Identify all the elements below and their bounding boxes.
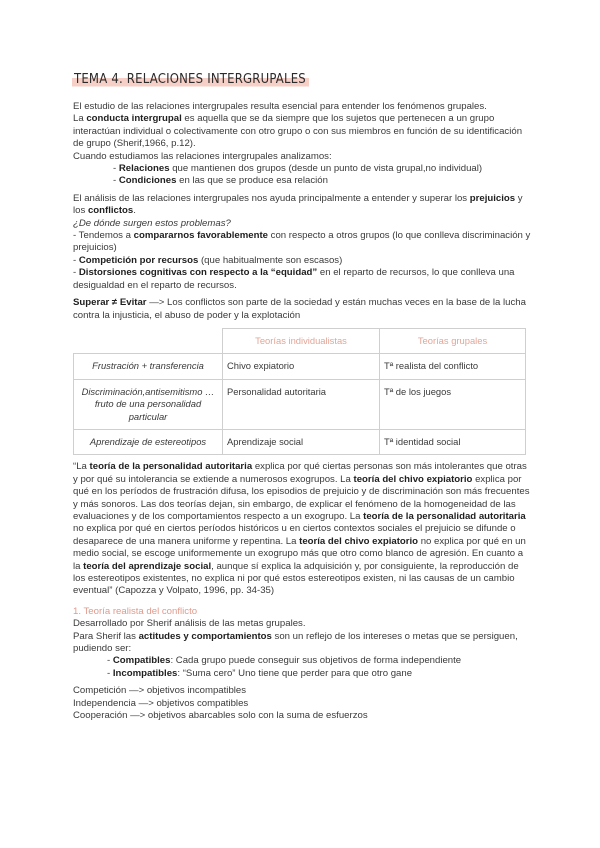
bold-term: teoría de la personalidad autoritaria <box>89 461 253 473</box>
text-span: - <box>73 254 79 266</box>
bold-term: Condiciones <box>118 175 177 187</box>
text-span: : “Suma cero” Uno tiene que perder para que otro gane <box>177 667 413 679</box>
intro-line <box>73 101 533 113</box>
text-span: es aquella que se da siempre que los sujetos que pertenecen a un grupo interactúan individual o colectivamente con otro grupo o con sus miembros en función de su identificación de grupo (Sherif,1966, p.12). <box>73 113 523 150</box>
bold-term: Competición por recursos <box>78 254 199 266</box>
text-span: El análisis de las relaciones intergrupales nos ayuda principalmente a entender y superar los <box>73 192 470 204</box>
bold-term: teoría del chivo expiatorio <box>299 535 419 547</box>
table-cell: Tª identidad social <box>380 429 526 454</box>
bold-term: compararnos favorablemente <box>133 230 268 242</box>
text-span: : Cada grupo puede conseguir sus objetivos de forma independiente <box>170 655 462 667</box>
text-span: La <box>73 113 87 125</box>
bold-term: teoría del chivo expiatorio <box>353 473 473 485</box>
table-cell: Discriminación,antisemitismo … fruto de una personalidad particular <box>74 379 223 429</box>
text-span: en el reparto de recursos, lo que conlleva una desigualdad en el reparto de recursos. <box>73 267 515 291</box>
bold-term: conflictos <box>87 205 134 217</box>
quote-paragraph <box>73 461 533 597</box>
spacer <box>73 598 533 602</box>
text-span: - <box>73 267 79 279</box>
title-block <box>72 70 309 88</box>
relation-line: Independencia —> objetivos compatibles <box>73 697 249 709</box>
text-span: , aunque sí explica la adquisición y, por consiguiente, la reproducción de los estereotipos existentes, no explica ni por qué estos estereotipos existen, ni las causas de un cambio eventual” (Capozza y Volpato, 1996, pp. 34-35) <box>73 560 519 597</box>
table-cell: Tª realista del conflicto <box>380 354 526 379</box>
table-cell: Chivo expiatorio <box>223 354 380 379</box>
list-item: - Condiciones en las que se produce esa relación <box>113 175 328 187</box>
bold-term: Compatibles <box>112 655 171 667</box>
bold-term: conducta intergrupal <box>86 113 182 125</box>
list-item: - Compatibles: Cada grupo puede conseguir sus objetivos de forma independiente <box>107 655 462 667</box>
bold-term: teoría de la personalidad autoritaria <box>363 510 526 522</box>
content <box>73 101 533 722</box>
table-header-row <box>74 328 526 353</box>
table-header-cell: Teorías individualistas <box>223 328 380 353</box>
analizamos-line <box>73 151 533 163</box>
relation-line: Competición —> objetivos incompatibles <box>73 685 247 697</box>
bold-term: Incompatibles <box>112 667 178 679</box>
bold-term: Distorsiones cognitivas con respecto a la “equidad” <box>78 267 318 279</box>
list-item: - Incompatibles: “Suma cero” Uno tiene que perder para que otro gane <box>107 667 413 679</box>
text-span: no explica por qué en un medio social, se escoge uniformemente un exogrupo más que otro como blanco de agresión. En cuanto a la <box>73 535 526 572</box>
table-header-cell <box>74 328 223 353</box>
text-span: . <box>133 205 136 217</box>
table-cell: Aprendizaje social <box>223 429 380 454</box>
problem-item <box>73 267 533 292</box>
text-span: con respecto a otros grupos (lo que conlleva discriminación y prejuicios) <box>73 230 531 254</box>
text-span: no explica por qué en ciertos períodos históricos u en ciertos contextos sociales el prejuicio se difunde o desaparece de una manera uniforme y repentina. La <box>73 523 516 547</box>
table-header-cell: Teorías grupales <box>380 328 526 353</box>
table-row <box>74 354 526 379</box>
text-span: son un reflejo de los intereses o metas que se persiguen, pudiendo ser: <box>73 630 518 655</box>
text-span: y los <box>73 192 523 217</box>
list-item: - Relaciones que mantienen dos grupos (desde un punto de vista grupal,no individual) <box>113 163 483 175</box>
table-row <box>74 429 526 454</box>
text-span: Cuando estudiamos las relaciones intergrupales analizamos: <box>73 150 332 162</box>
analysis-paragraph <box>73 193 533 218</box>
table-cell: Frustración + transferencia <box>74 354 223 379</box>
text-span: - Tendemos a <box>73 230 134 242</box>
table-cell: Aprendizaje de estereotipos <box>74 429 223 454</box>
section-paragraph <box>73 631 533 656</box>
intro-text: El estudio de las relaciones intergrupales resulta esencial para entender los fenómenos grupales. <box>73 101 487 112</box>
bold-term: Superar ≠ Evitar <box>73 297 147 309</box>
text-span: (que habitualmente son escasos) <box>198 254 343 266</box>
section-title: 1. Teoría realista del conflicto <box>73 605 198 617</box>
problem-item <box>73 230 533 255</box>
table-row <box>74 379 526 429</box>
page-title: TEMA 4. RELACIONES INTERGRUPALES <box>72 72 309 88</box>
table-cell: Tª de los juegos <box>380 379 526 429</box>
conducta-paragraph <box>73 113 533 150</box>
bold-term: actitudes y comportamientos <box>138 630 272 642</box>
relation-line: Cooperación —> objetivos abarcables solo con la suma de esfuerzos <box>73 710 368 722</box>
text-span: “La <box>73 461 90 473</box>
problems-question: ¿De dónde surgen estos problemas? <box>73 217 231 229</box>
table-cell: Personalidad autoritaria <box>223 379 380 429</box>
bold-term: teoría del aprendizaje social <box>83 560 212 572</box>
text-span: explica por qué ciertas personas son más intolerantes que otras y por qué su intolerancia se extiende a numerosos exogrupos. La <box>73 461 527 485</box>
text-span: —> Los conflictos son parte de la sociedad y están muchas veces en la base de la lucha contra la injusticia, el abuso de poder y la explotación <box>73 297 526 321</box>
text-span: en las que se produce esa relación <box>176 175 328 187</box>
problem-item <box>73 255 533 267</box>
text-span: Para Sherif las <box>73 630 139 642</box>
superar-paragraph <box>73 297 533 322</box>
bold-term: Relaciones <box>118 163 170 175</box>
bold-term: prejuicios <box>469 192 516 204</box>
text-span: que mantienen dos grupos (desde un punto de vista grupal,no individual) <box>169 163 483 175</box>
text-span: explica por qué en los períodos de frustración difusa, los episodios de prejuicio y de discriminación son más frecuentes y más sonoros. Las dos teorías dejan, sin embargo, de explicar el fenómeno de la homogeneidad de las evaluaciones y de los comportamientos respecto a un exogrupo. La <box>73 473 530 522</box>
theories-table <box>73 328 526 455</box>
section-line: Desarrollado por Sherif análisis de las metas grupales. <box>73 618 306 630</box>
